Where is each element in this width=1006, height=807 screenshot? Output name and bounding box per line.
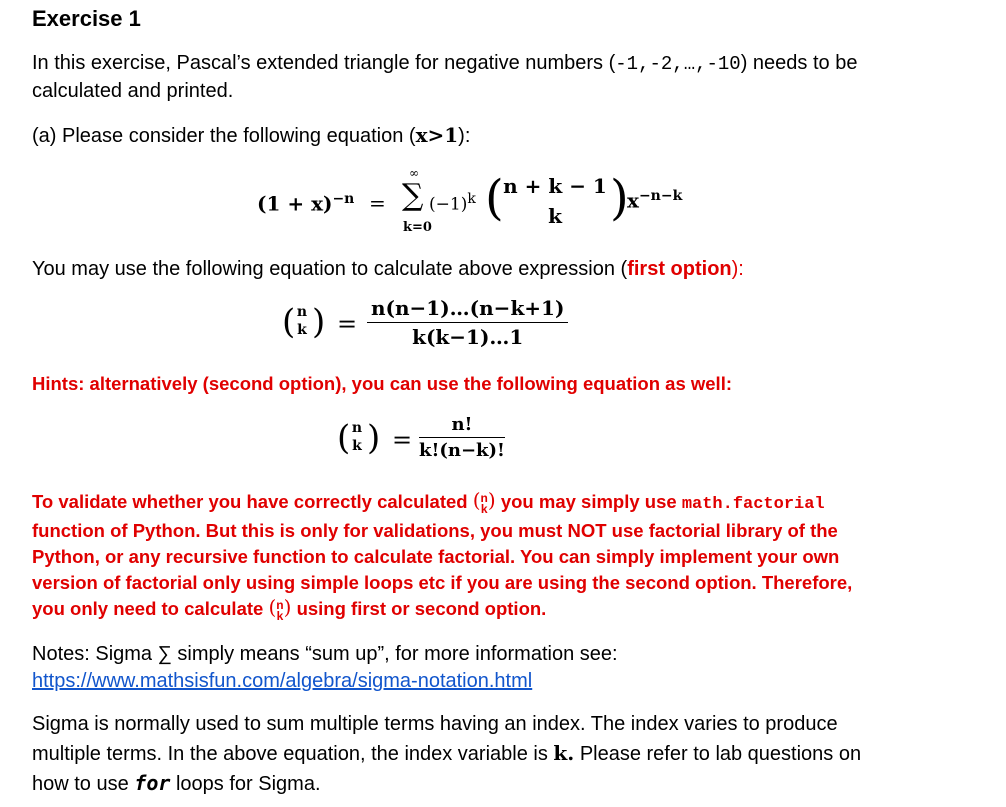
intro-text-before: In this exercise, Pascal’s extended triangle for negative numbers ( xyxy=(32,52,616,74)
binom-bottom: k xyxy=(548,204,562,228)
part-a-text: (a) Please consider the following equation ( xyxy=(32,125,416,147)
validation-paragraph xyxy=(32,489,952,622)
first-option-end: ): xyxy=(731,258,744,280)
validation-line-2: function of Python. But this is only for validations, you must NOT use factorial library of the xyxy=(32,520,838,541)
equals-sign: = xyxy=(392,426,413,454)
equation-series xyxy=(257,166,717,238)
equation-first-option: ( n k ) = $\frac{n(n-1)\dots(n-k+1)}{k(k-1)\dots 1}$ xyxy=(282,296,602,356)
sigma-upper-bound: ∞ xyxy=(409,166,419,180)
inline-binom: ( n k ) xyxy=(472,488,496,517)
binom-bottom: k xyxy=(352,438,362,454)
part-a-paragraph xyxy=(32,122,952,150)
inline-binom: ( n k ) xyxy=(268,595,292,624)
x-term: $x^{-n-k}$ xyxy=(627,188,683,213)
validation-line-4: version of factorial only using simple loops etc if you are using the second option. Therefore, xyxy=(32,572,853,593)
intro-paragraph xyxy=(32,50,952,105)
binom-top: n xyxy=(351,420,363,436)
sigma-line-1: Sigma is normally used to sum multiple terms having an index. The index varies to produce xyxy=(32,713,838,735)
validation-line-1: To validate whether you have correctly calculated ( n k ) you may simply use math.factorial xyxy=(32,488,825,517)
intro-code: -1,-2,…,-10 xyxy=(615,53,741,75)
first-option-highlight: first option xyxy=(627,258,732,280)
part-a-variable: x>1 xyxy=(415,123,459,147)
sigma-line-2: multiple terms. In the above equation, the index variable is k. Please refer to lab questions on xyxy=(32,741,862,765)
binom-top: n xyxy=(296,304,308,320)
math-factorial-code: math.factorial xyxy=(681,495,825,514)
notes-text: Notes: Sigma ∑ simply means “sum up”, for more information see: xyxy=(32,643,618,665)
sigma-notation-link[interactable]: https://www.mathsisfun.com/algebra/sigma-notation.html xyxy=(32,670,533,692)
index-variable: k. xyxy=(553,741,575,765)
part-a-end: ): xyxy=(458,125,471,147)
fraction-numerator: n(n−1)…(n−k+1) xyxy=(367,296,568,323)
equation-second-option: ( n k ) = $\frac{n!}{k!(n-k)!}$ xyxy=(337,414,505,461)
equation-lhs: $(1 + x)^{-n}$ xyxy=(257,191,355,216)
equals-sign: = xyxy=(337,310,358,338)
sigma-paragraph xyxy=(32,710,952,799)
notes-paragraph xyxy=(32,641,952,695)
binom-right-paren: ) xyxy=(610,170,629,226)
first-option-paragraph xyxy=(32,256,952,283)
sigma-lower-bound: k=0 xyxy=(403,220,432,235)
validation-line-5: you only need to calculate ( n k ) using first or second option. xyxy=(32,595,547,624)
first-option-text: You may use the following equation to calculate above expression ( xyxy=(32,258,628,280)
fraction-denominator: k(k−1)…1 xyxy=(412,325,524,349)
sigma-symbol: ∑ xyxy=(402,178,424,213)
hint-text: Hints: alternatively (second option), you can use the following equation as well: xyxy=(32,373,733,394)
fraction xyxy=(367,296,568,349)
binom-left-paren: ( xyxy=(485,170,504,226)
sign-term: $(-1)^k$ xyxy=(429,191,476,215)
exercise-heading: Exercise 1 xyxy=(32,6,141,31)
fraction-numerator: n! xyxy=(419,414,505,438)
validation-line-3: Python, or any recursive function to calculate factorial. You can simply implement your own xyxy=(32,546,840,567)
for-keyword: for xyxy=(134,771,171,795)
sigma-line-3: how to use for loops for Sigma. xyxy=(32,771,321,795)
binom-bottom: k xyxy=(297,322,307,338)
equals-sign: = xyxy=(369,191,386,215)
fraction xyxy=(419,414,505,461)
fraction-denominator: k!(n−k)! xyxy=(419,440,505,461)
binom-top: n + k − 1 xyxy=(503,174,607,198)
intro-text-after: ) needs to be calculated and printed. xyxy=(32,52,858,102)
